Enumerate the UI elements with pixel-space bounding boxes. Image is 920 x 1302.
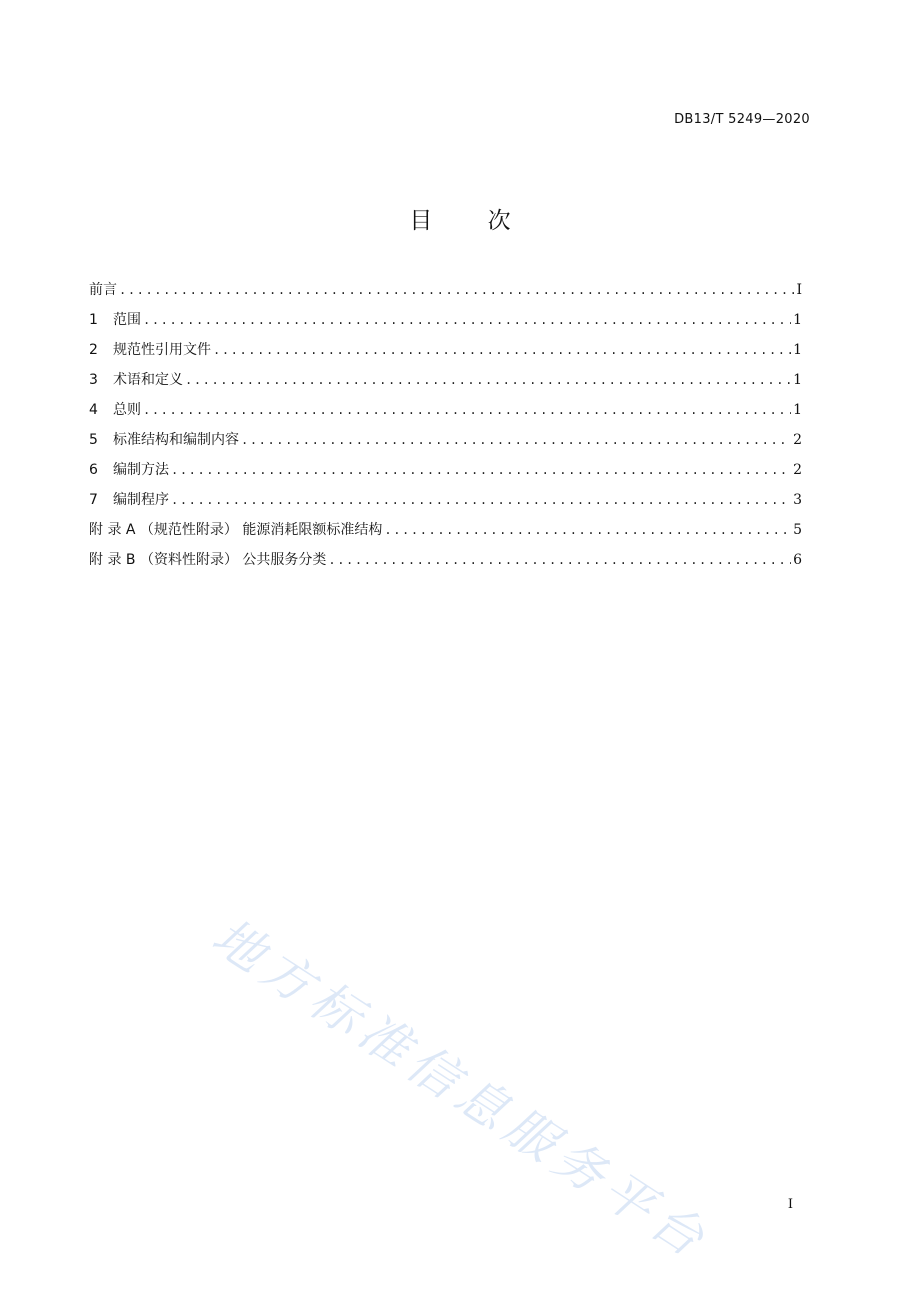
toc-entry-number: 3 [89, 372, 98, 388]
toc-entry-number: 1 [89, 312, 98, 328]
toc-entry-preface[interactable] [89, 278, 802, 308]
toc-entry-page: I [796, 282, 802, 298]
toc-entry-page: 6 [793, 552, 802, 568]
toc-leader-dots [119, 278, 794, 302]
toc-entry-label: 编制程序 [113, 492, 169, 508]
toc-entry-number: 4 [89, 402, 98, 418]
toc-leader-dots [143, 398, 791, 422]
toc-entry-label: 附 录 A （规范性附录） 能源消耗限额标准结构 [89, 522, 383, 538]
toc-entry-page: 1 [793, 372, 802, 388]
toc-entry-label: 前言 [89, 282, 117, 298]
toc-entry-label: 附 录 B （资料性附录） 公共服务分类 [89, 552, 327, 568]
toc-entry-page: 2 [793, 462, 802, 478]
watermark: 地方标准信息服务平台 [202, 907, 721, 1272]
toc-leader-dots [384, 518, 791, 542]
toc-leader-dots [241, 428, 791, 452]
toc-entry-label: 标准结构和编制内容 [113, 432, 239, 448]
document-code: DB13/T 5249—2020 [674, 112, 810, 127]
toc-entry-page: 2 [793, 432, 802, 448]
toc-leader-dots [213, 338, 791, 362]
toc-entry-page: 1 [793, 312, 802, 328]
toc-entry-page: 1 [793, 402, 802, 418]
toc-entry-number: 2 [89, 342, 98, 358]
toc-entry-label: 术语和定义 [113, 372, 183, 388]
toc-entry-label: 规范性引用文件 [113, 342, 211, 358]
toc-entry-procedures[interactable] [89, 488, 802, 518]
toc-entry-page: 5 [793, 522, 802, 538]
toc-entry-structure-content[interactable] [89, 428, 802, 458]
toc-entry-appendix-b[interactable] [89, 548, 802, 578]
toc-leader-dots [328, 548, 791, 572]
toc-title: 目 次 [409, 208, 535, 234]
toc-entry-terms-definitions[interactable] [89, 368, 802, 398]
toc-entry-normative-references[interactable] [89, 338, 802, 368]
toc-entry-number: 5 [89, 432, 98, 448]
toc-entry-number: 7 [89, 492, 98, 508]
toc-entry-label: 编制方法 [113, 462, 169, 478]
toc-entry-general[interactable] [89, 398, 802, 428]
toc-leader-dots [171, 488, 791, 512]
toc-leader-dots [143, 308, 791, 332]
toc-entry-label: 范围 [113, 312, 141, 328]
toc-entry-appendix-a[interactable] [89, 518, 802, 548]
toc-leader-dots [171, 458, 791, 482]
toc-entry-scope[interactable] [89, 308, 802, 338]
toc-entry-number: 6 [89, 462, 98, 478]
toc-leader-dots [185, 368, 791, 392]
toc-entry-page: 1 [793, 342, 802, 358]
table-of-contents [89, 278, 802, 578]
toc-entry-label: 总则 [113, 402, 141, 418]
page-number: I [787, 1197, 793, 1212]
toc-entry-page: 3 [793, 492, 802, 508]
toc-entry-methods[interactable] [89, 458, 802, 488]
